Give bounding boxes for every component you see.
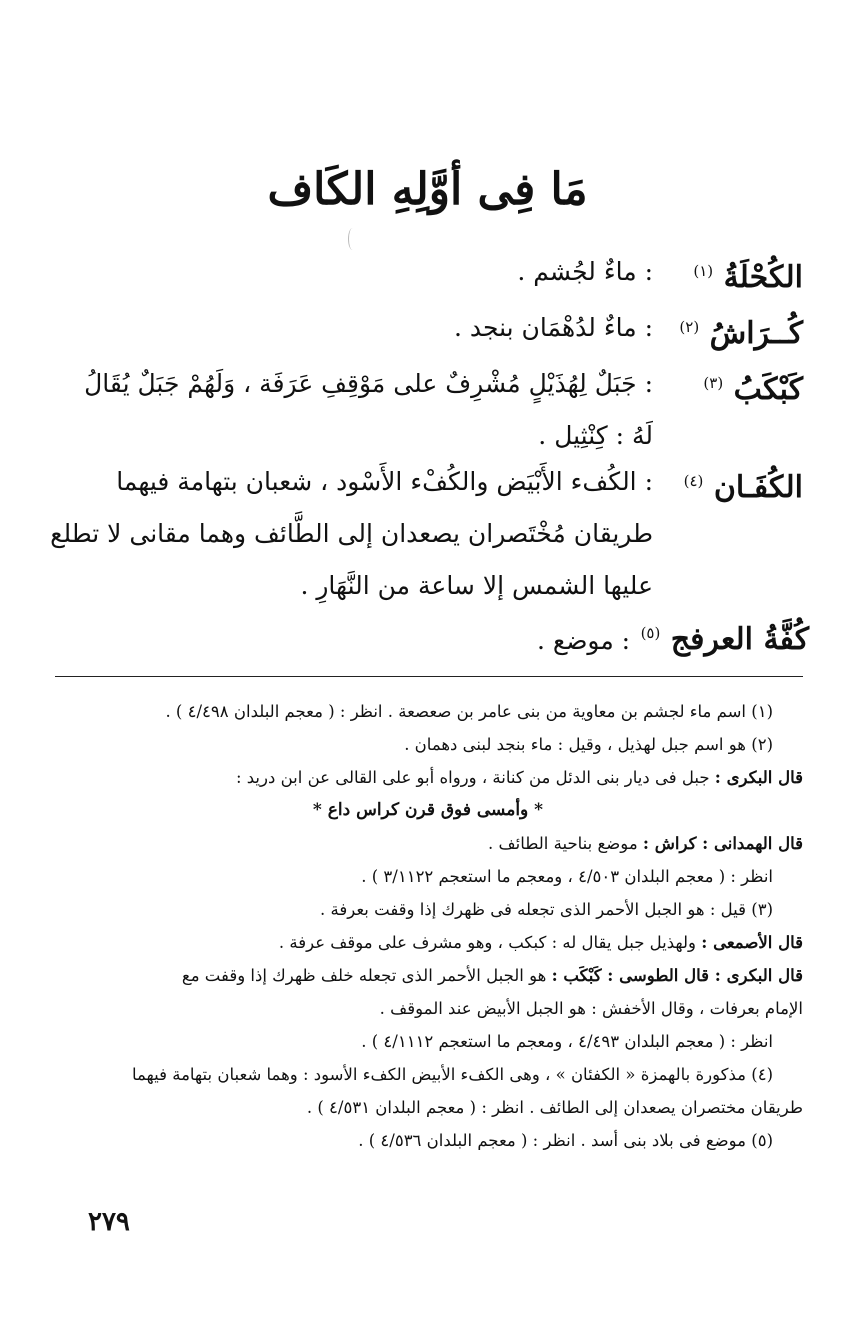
entry-line: : موضع . xyxy=(537,626,631,655)
footnote-ref: (٣) xyxy=(703,374,724,392)
headword-text: الكُحْلَةُ xyxy=(723,260,803,295)
footnote-ref: (٢) xyxy=(679,318,700,336)
entry-body xyxy=(48,302,653,354)
entry-body xyxy=(48,246,653,298)
entry-line: : جَبَلٌ لِهُذَيْلٍ مُشْرِفٌ على مَوْقِفِ عَرَفَة ، وَلَهُمْ جَبَلٌ يُقَالُ xyxy=(84,369,653,398)
entry-headword xyxy=(703,358,803,415)
footnote-ref: (٤) xyxy=(683,472,704,490)
entry-kabkab xyxy=(48,358,803,462)
footnote-line: قال الأصمعى : ولهذيل جبل يقال له : كبكب ، وهو مشرف على موقف عرفة . xyxy=(278,933,803,952)
entry-kuffat-alarfaj xyxy=(48,608,809,660)
footnote-line: الإمام بعرفات ، وقال الأخفش : هو الجبل الأبيض عند الموقف . xyxy=(379,999,803,1018)
entry-line: لَهُ : كِنْثِيل . xyxy=(538,421,653,450)
page-number: ٢٧٩ xyxy=(88,1207,130,1237)
footnote-line: قال البكرى : جبل فى ديار بنى الدئل من كنانة ، ورواه أبو على القالى عن ابن دريد : xyxy=(235,768,803,787)
footnote-line: قال الهمدانى : كراش : موضع بناحية الطائف . xyxy=(488,834,803,853)
footnote-verse: * وأمسى فوق قرن كراس داع * xyxy=(312,800,544,820)
entry-headword xyxy=(679,302,803,359)
entry-body xyxy=(38,358,653,462)
headword-text: الكُفَـان xyxy=(713,470,803,505)
entry-kuhla xyxy=(48,246,803,298)
footnote-ref: (١) xyxy=(693,262,714,280)
footnote-line: (٥) موضع فى بلاد بنى أسد . انظر : ( معجم البلدان ٤/٥٣٦ ) . xyxy=(358,1131,773,1150)
entry-line: : الكُفء الأَبْيَض والكُفْء الأَسْود ، شعبان بتهامة فيهما xyxy=(116,467,653,496)
footnote-ref: (٥) xyxy=(640,624,661,642)
headword-text: كُــرَاشُ xyxy=(709,316,803,351)
entry-kurash xyxy=(48,302,803,354)
footnote-line: (٣) قيل : هو الجبل الأحمر الذى تجعله فى ظهرك إذا وقفت بعرفة . xyxy=(320,900,773,919)
entry-alkufan xyxy=(48,456,803,616)
headword-text: كُفَّةُ العرفج xyxy=(670,622,809,657)
footnote-line: انظر : ( معجم البلدان ٤/٤٩٣ ، ومعجم ما استعجم ٤/١١١٢ ) . xyxy=(361,1032,773,1051)
entry-headword xyxy=(684,456,803,513)
footnote-line: انظر : ( معجم البلدان ٤/٥٠٣ ، ومعجم ما استعجم ٣/١١٢٢ ) . xyxy=(361,867,773,886)
entry-headword xyxy=(693,246,803,303)
footnotes xyxy=(83,695,803,1157)
entry-headword xyxy=(537,608,809,666)
footnote-line: (٢) هو اسم جبل لهذيل ، وقيل : ماء بنجد لبنى دهمان . xyxy=(404,735,773,754)
footnote-line: طريقان مختصران يصعدان إلى الطائف . انظر : ( معجم البلدان ٤/٥٣١ ) . xyxy=(306,1098,803,1117)
footnote-line: (١) اسم ماء لجشم بن معاوية من بنى عامر بن صعصعة . انظر : ( معجم البلدان ٤/٤٩٨ ) . xyxy=(165,702,773,721)
chapter-title: مَا فِى أوَّلِهِ الكَاف xyxy=(267,164,588,215)
entry-body xyxy=(38,456,653,612)
entry-line: عليها الشمس إلا ساعة من النَّهَارِ . xyxy=(300,571,653,600)
entry-line: : ماءٌ لدُهْمَان بنجد . xyxy=(453,313,653,342)
entry-line: : ماءٌ لجُشم . xyxy=(517,257,653,286)
footnote-divider xyxy=(55,676,803,677)
footnote-line: قال البكرى : قال الطوسى : كَبْكَب : هو الجبل الأحمر الذى تجعله خلف ظهرك إذا وقفت مع xyxy=(181,966,803,985)
footnote-line: (٤) مذكورة بالهمزة « الكفئان » ، وهى الكفء الأبيض الكفء الأسود : وهما شعبان بتهامة فيهما xyxy=(131,1065,773,1084)
entry-line: طريقان مُخْتَصران يصعدان إلى الطَّائف وهما مقانى لا تطلع xyxy=(50,519,653,548)
headword-text: كَبْكَبُ xyxy=(733,372,803,407)
